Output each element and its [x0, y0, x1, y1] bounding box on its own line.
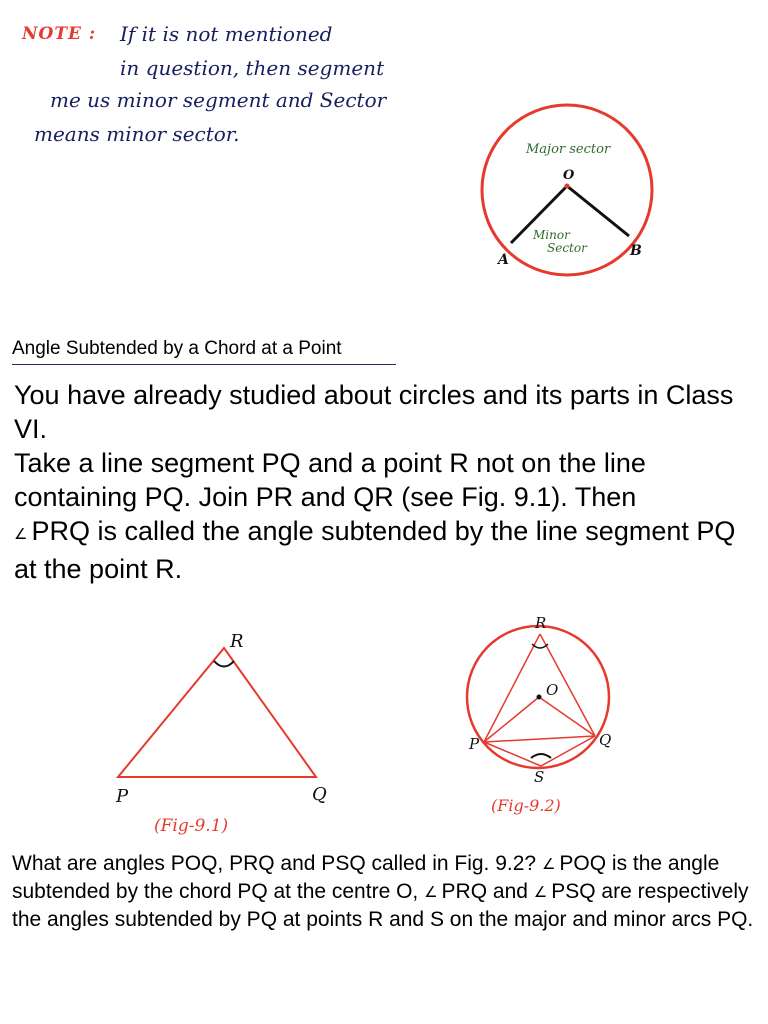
fig2-center-dot — [537, 695, 542, 700]
fig1-caption: (Fig-9.1) — [154, 816, 229, 836]
chord-pq — [484, 736, 595, 742]
intro-paragraph: You have already studied about circles and its parts in Class VI. — [14, 380, 734, 444]
question-text-1: What are angles POQ, PRQ and PSQ called in Fig. 9.2? — [12, 852, 537, 875]
point-a-label: A — [498, 252, 509, 268]
angle-s-arc — [531, 754, 551, 758]
fig2-r-label: R — [535, 614, 547, 632]
fig1-q-label: Q — [312, 784, 327, 805]
minor-sector-label-2: Sector — [547, 241, 587, 255]
note-label: NOTE : — [22, 24, 97, 44]
definition-text-before: Take a line segment PQ and a point R not on the line containing PQ. Join PR and QR (see Fig. 9.1). Then — [14, 448, 646, 512]
note-line-1: If it is not mentioned — [120, 22, 333, 46]
line-rp — [484, 634, 540, 742]
definition-text-after: PRQ is called the angle subtended by the line segment PQ at the point R. — [14, 516, 736, 584]
section-title: Angle Subtended by a Chord at a Point — [12, 338, 342, 359]
fig1-p-label: P — [116, 786, 129, 807]
fig2-o-label: O — [546, 681, 559, 699]
fig-9-2 — [467, 614, 611, 815]
question-text-2: POQ is the angle subtended by the chord PQ at the centre O, — [12, 852, 720, 903]
section-title-underline — [12, 364, 396, 365]
angle-symbol: ∠ — [14, 526, 28, 543]
sector-figure — [482, 105, 652, 275]
center-o-label: O — [563, 168, 575, 183]
angle-r-arc — [214, 661, 234, 667]
fig2-p-label: P — [469, 735, 480, 753]
major-sector-label: Major sector — [526, 142, 611, 157]
center-dot — [565, 184, 570, 189]
definition-paragraph — [14, 446, 758, 586]
radius-ob — [567, 186, 629, 236]
point-b-label: B — [630, 243, 642, 259]
question-text-3: PRQ and — [441, 880, 528, 903]
fig1-r-label: R — [230, 631, 244, 652]
angle-symbol: ∠ — [541, 856, 556, 873]
minor-sector-label-1: Minor — [533, 228, 570, 242]
question-paragraph — [12, 850, 762, 933]
question-text-4: PSQ are respectively the angles subtended by PQ at points R and S on the major and minor arcs PQ. — [12, 880, 754, 931]
fig2-q-label: Q — [599, 731, 612, 749]
angle-symbol: ∠ — [424, 884, 438, 901]
fig2-s-label: S — [534, 768, 545, 786]
line-oq — [539, 697, 595, 736]
note-line-4: means minor sector. — [34, 122, 240, 146]
note-line-3: me us minor segment and Sector — [50, 88, 387, 112]
triangle-pqr — [118, 648, 316, 777]
fig2-caption: (Fig-9.2) — [491, 796, 561, 815]
line-op — [484, 697, 539, 742]
note-line-2: in question, then segment — [120, 56, 385, 80]
fig-9-1 — [115, 631, 327, 836]
angle-symbol: ∠ — [533, 884, 548, 901]
